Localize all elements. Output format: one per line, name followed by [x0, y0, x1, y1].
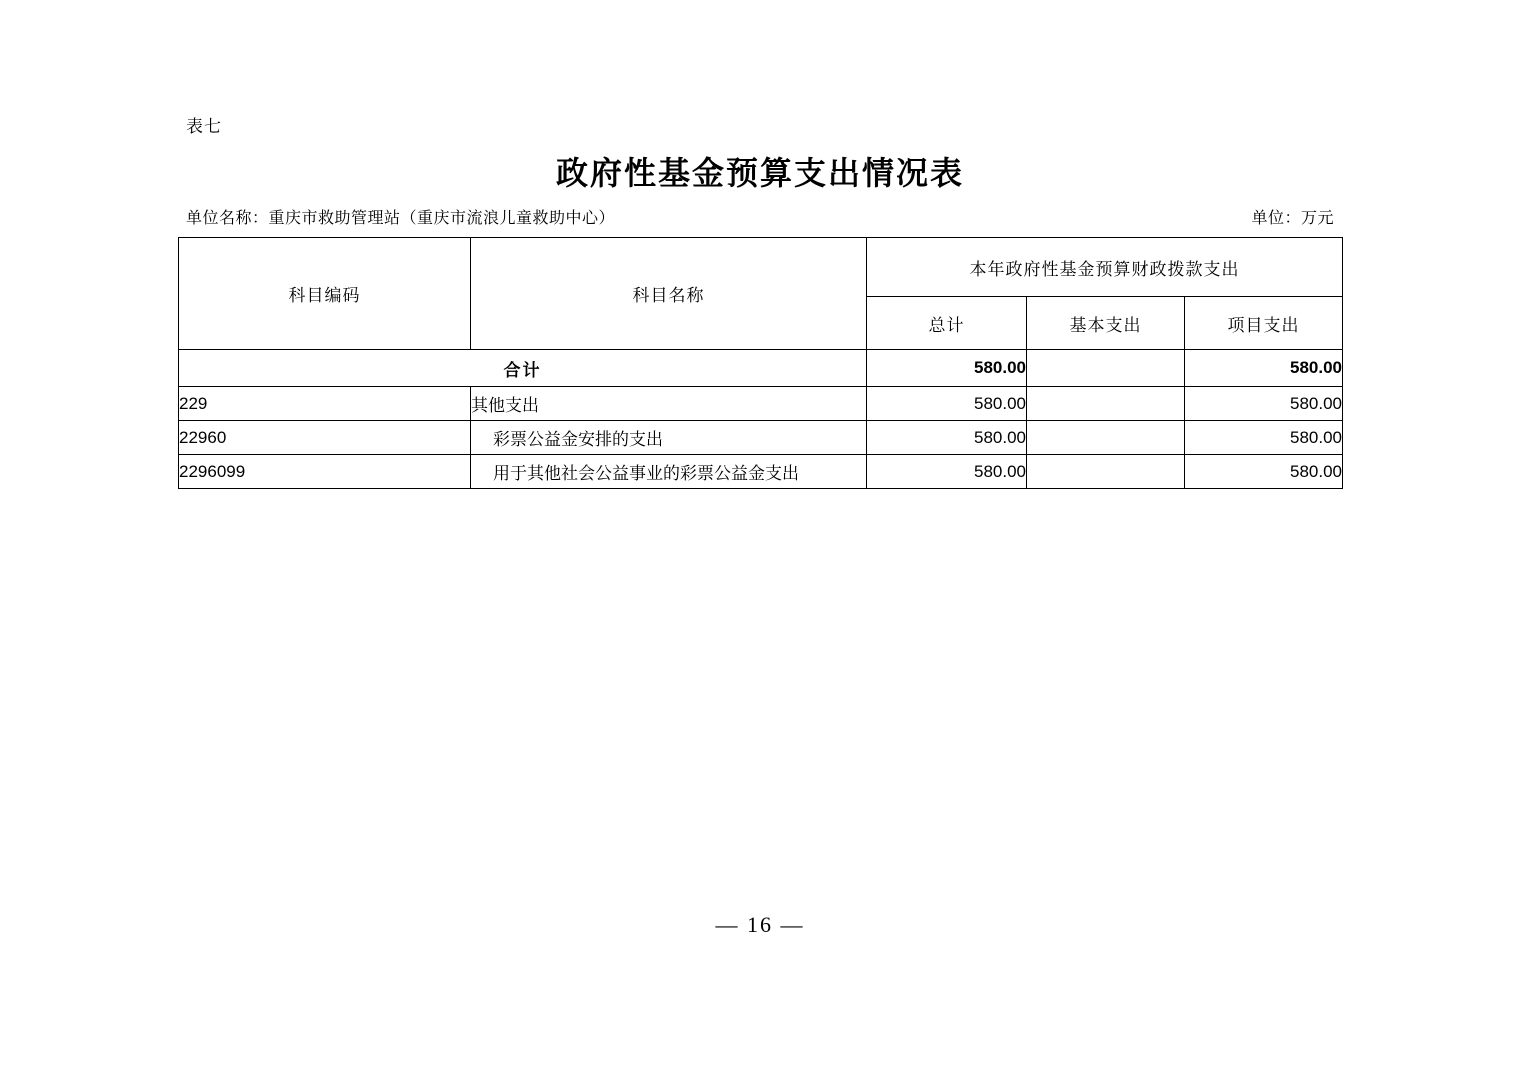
row-basic: [1027, 387, 1185, 421]
table-row: [179, 455, 1343, 489]
row-code: 22960: [179, 421, 471, 455]
total-label: 合计: [179, 350, 867, 387]
table-row: [179, 421, 1343, 455]
total-project: 580.00: [1185, 350, 1343, 387]
row-total: 580.00: [867, 421, 1027, 455]
header-basic: 基本支出: [1027, 297, 1185, 350]
header-code: 科目编码: [179, 238, 471, 350]
total-basic: [1027, 350, 1185, 387]
unit-name: 单位名称：重庆市救助管理站（重庆市流浪儿童救助中心）: [186, 210, 616, 227]
row-project: 580.00: [1185, 455, 1343, 489]
row-total: 580.00: [867, 387, 1027, 421]
header-group: 本年政府性基金预算财政拨款支出: [867, 238, 1343, 297]
row-name: 用于其他社会公益事业的彩票公益金支出: [471, 455, 867, 489]
row-project: 580.00: [1185, 421, 1343, 455]
budget-expenditure-table: [178, 237, 1343, 489]
table-row-total: [179, 350, 1343, 387]
row-code: 229: [179, 387, 471, 421]
row-project: 580.00: [1185, 387, 1343, 421]
page-title: 政府性基金预算支出情况表: [555, 155, 964, 191]
header-name: 科目名称: [471, 238, 867, 350]
meta-row: [186, 205, 1334, 228]
header-total: 总计: [867, 297, 1027, 350]
unit-measure: 单位：万元: [1251, 210, 1334, 227]
row-total: 580.00: [867, 455, 1027, 489]
table-label: 表七: [186, 117, 222, 136]
row-basic: [1027, 421, 1185, 455]
table-row: [179, 387, 1343, 421]
header-project: 项目支出: [1185, 297, 1343, 350]
row-basic: [1027, 455, 1185, 489]
page-number: — 16 —: [715, 912, 805, 937]
row-code: 2296099: [179, 455, 471, 489]
row-name: 其他支出: [471, 387, 867, 421]
row-name: 彩票公益金安排的支出: [471, 421, 867, 455]
total-total: 580.00: [867, 350, 1027, 387]
